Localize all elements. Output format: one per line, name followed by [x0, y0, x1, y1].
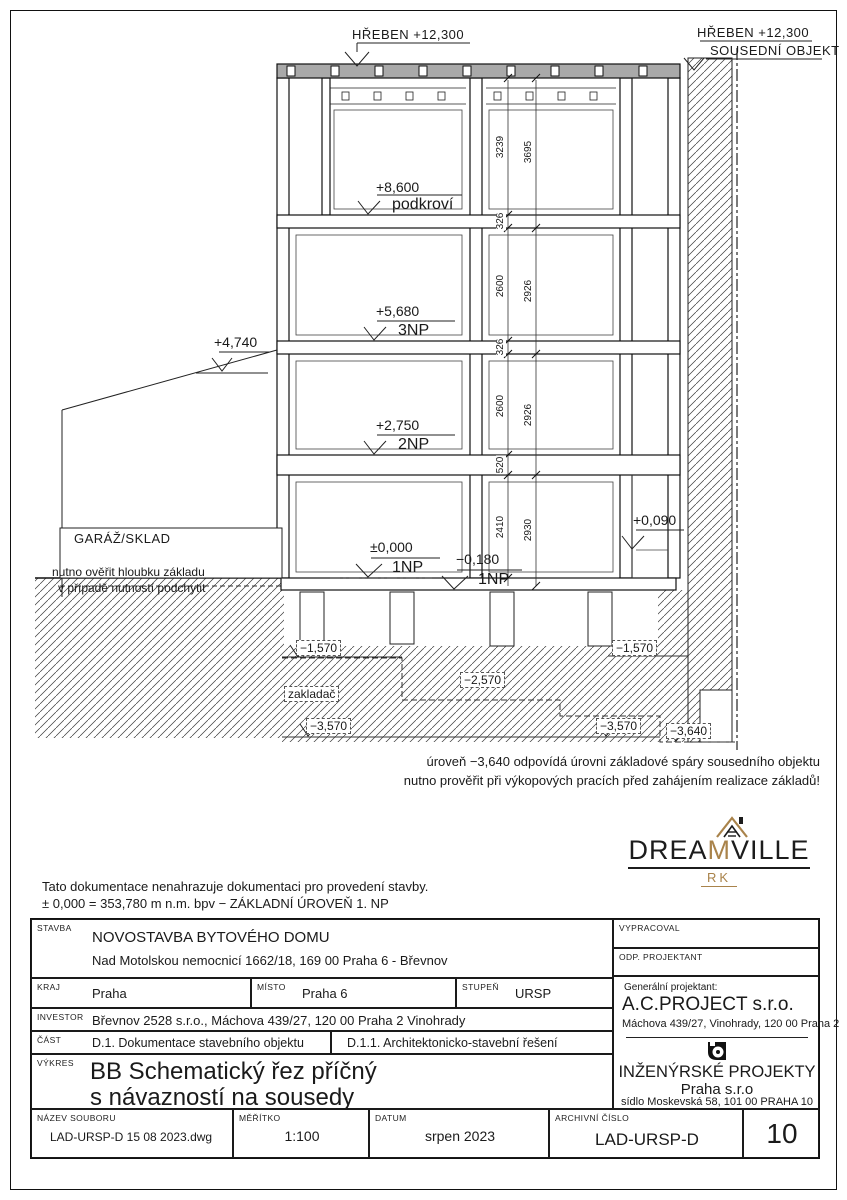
cell-vykres — [31, 1054, 613, 1109]
eng-projekty-name2: Praha s.r.o — [680, 1081, 754, 1098]
stavba-title: NOVOSTAVBA BYTOVÉHO DOMU — [92, 929, 330, 946]
dim-slab2: 326 — [495, 338, 506, 356]
dim-2np-total: 2926 — [523, 403, 534, 427]
dim-attic-clear: 3239 — [495, 135, 506, 159]
depth-right1: −1,570 — [612, 640, 657, 656]
cell-stavba — [31, 919, 613, 978]
terrain-slope-line — [62, 350, 277, 410]
dim-1np-clear: 2410 — [495, 515, 506, 539]
cell-investor — [31, 1008, 613, 1031]
doc-note-line1: Tato dokumentace nenahrazuje dokumentaci pro provedení stavby. — [42, 879, 429, 894]
cell-kraj — [31, 978, 251, 1008]
cell-cast1 — [31, 1031, 331, 1054]
vypracoval-label: VYPRACOVAL — [619, 923, 681, 933]
gen-projektant-address: Máchova 439/27, Vinohrady, 120 00 Praha 2 — [622, 1018, 840, 1030]
cell-sheet-number — [743, 1109, 819, 1158]
depth-mid: −2,570 — [460, 672, 505, 688]
ridge-level-right: HŘEBEN +12,300 — [697, 25, 810, 40]
garage-note-line2: v případě nutností podchytit — [58, 581, 206, 595]
investor-label: INVESTOR — [37, 1012, 84, 1022]
neighbor-object-label: SOUSEDNÍ OBJEKT — [710, 43, 840, 58]
misto-label: MÍSTO — [257, 982, 286, 992]
cell-archive — [549, 1109, 743, 1158]
stupen-value: URSP — [515, 986, 552, 1001]
dreamville-part1: DREA — [628, 835, 708, 865]
dreamville-logo — [628, 812, 810, 887]
file-label: NÁZEV SOUBORU — [37, 1113, 116, 1123]
gen-projektant-label: Generální projektant: — [624, 982, 718, 993]
date-label: DATUM — [375, 1113, 407, 1123]
cell-date — [369, 1109, 549, 1158]
cell-odp-projektant — [613, 948, 819, 976]
projektant-divider — [626, 1037, 808, 1038]
depth-neighbor-base: −3,640 — [666, 723, 711, 739]
level-annex-value: +0,090 — [633, 512, 677, 528]
garage-label: GARÁŽ/SKLAD — [74, 531, 171, 546]
dim-3np-clear: 2600 — [495, 274, 506, 298]
cast-value2: D.1.1. Architektonicko-stavební řešení — [347, 1036, 558, 1050]
cell-projektant — [613, 976, 840, 1109]
dreamville-rk: RK — [701, 870, 737, 887]
stupen-label: STUPEŇ — [462, 982, 499, 992]
dim-attic-total: 3695 — [523, 140, 534, 164]
stavba-label: STAVBA — [37, 923, 72, 933]
sheet-number: 10 — [766, 1118, 798, 1149]
stacker-label: zakladač — [284, 686, 339, 702]
dimension-ticks — [504, 74, 540, 590]
misto-value: Praha 6 — [302, 986, 348, 1001]
dim-slab1: 326 — [495, 212, 506, 230]
archive-value: LAD-URSP-D — [595, 1130, 699, 1149]
kraj-value: Praha — [92, 986, 127, 1001]
odp-projektant-label: ODP. PROJEKTANT — [619, 952, 703, 962]
terrain-garage — [60, 350, 282, 597]
dim-2np-clear: 2600 — [495, 394, 506, 418]
cast-label: ČÁST — [37, 1035, 62, 1045]
dimension-chains — [504, 74, 540, 590]
investor-value: Břevnov 2528 s.r.o., Máchova 439/27, 120 00 Praha 2 Vinohrady — [92, 1013, 466, 1028]
inzenyrske-projekty-logo-icon — [705, 1040, 729, 1062]
title-block — [30, 918, 840, 1159]
level-attic-value: +8,600 — [376, 179, 420, 195]
cell-stupen — [456, 978, 613, 1008]
cell-file — [31, 1109, 233, 1158]
level-attic-name: podkroví — [392, 196, 454, 213]
level-1np-b-value: −0,180 — [456, 551, 500, 567]
foundation-note — [380, 752, 820, 790]
gen-projektant-name: A.C.PROJECT s.r.o. — [622, 994, 794, 1015]
depth-left2: −3,570 — [306, 718, 351, 734]
kraj-label: KRAJ — [37, 982, 61, 992]
dreamville-gold-m: M — [707, 835, 731, 865]
cell-scale — [233, 1109, 369, 1158]
dim-slab3: 520 — [495, 456, 506, 474]
ground-left — [35, 578, 282, 738]
level-1np-name: 1NP — [392, 559, 424, 576]
dreamville-wordmark — [628, 835, 810, 869]
level-3np-value: +5,680 — [376, 303, 420, 319]
date-value: srpen 2023 — [424, 1128, 496, 1144]
level-3np-name: 3NP — [398, 322, 430, 339]
scale-value: 1:100 — [284, 1128, 320, 1144]
neighbor-building — [688, 48, 737, 750]
level-1np-b-name: 1NP — [478, 571, 510, 588]
cast-value1: D.1. Dokumentace stavebního objektu — [92, 1036, 304, 1050]
level-terrace-value: +4,740 — [214, 334, 258, 350]
vykres-title-line2: s návazností na sousedy — [90, 1084, 355, 1111]
ridge-level-left: HŘEBEN +12,300 — [352, 27, 465, 42]
vykres-title-line1: BB Schematický řez příčný — [90, 1058, 377, 1085]
foundation-note-line1: úroveň −3,640 odpovídá úrovni základové spáry sousedního objektu — [426, 754, 820, 769]
eng-projekty-address: sídlo Moskevská 58, 101 00 PRAHA 10 — [621, 1096, 813, 1108]
walls — [277, 78, 680, 578]
dim-1np-total: 2930 — [523, 518, 534, 542]
depth-left1: −1,570 — [296, 640, 341, 656]
level-2np-name: 2NP — [398, 436, 430, 453]
vykres-label: VÝKRES — [37, 1058, 74, 1068]
eng-projekty-name: INŽENÝRSKÉ PROJEKTY — [618, 1063, 816, 1081]
cell-vypracoval — [613, 919, 819, 948]
garage-note-line1: nutno ověřit hloubku základu — [52, 565, 205, 579]
doc-note-line2: ± 0,000 = 353,780 m n.m. bpv − ZÁKLADNÍ ÚROVEŇ 1. NP — [42, 896, 389, 911]
cell-misto — [251, 978, 456, 1008]
dim-3np-total: 2926 — [523, 279, 534, 303]
archive-label: ARCHIVNÍ ČÍSLO — [555, 1113, 630, 1123]
stavba-address: Nad Motolskou nemocnicí 1662/18, 169 00 Praha 6 - Břevnov — [92, 953, 448, 968]
dreamville-part2: VILLE — [730, 835, 810, 865]
foundation-note-line2: nutno prověřit při výkopových pracích před zahájením realizace základů! — [403, 773, 820, 788]
level-2np-value: +2,750 — [376, 417, 420, 433]
file-value: LAD-URSP-D 15 08 2023.dwg — [50, 1130, 213, 1144]
cell-cast2 — [331, 1031, 613, 1054]
depth-right2: −3,570 — [596, 718, 641, 734]
level-1np-value: ±0,000 — [370, 539, 413, 555]
scale-label: MĚŘÍTKO — [239, 1113, 281, 1123]
